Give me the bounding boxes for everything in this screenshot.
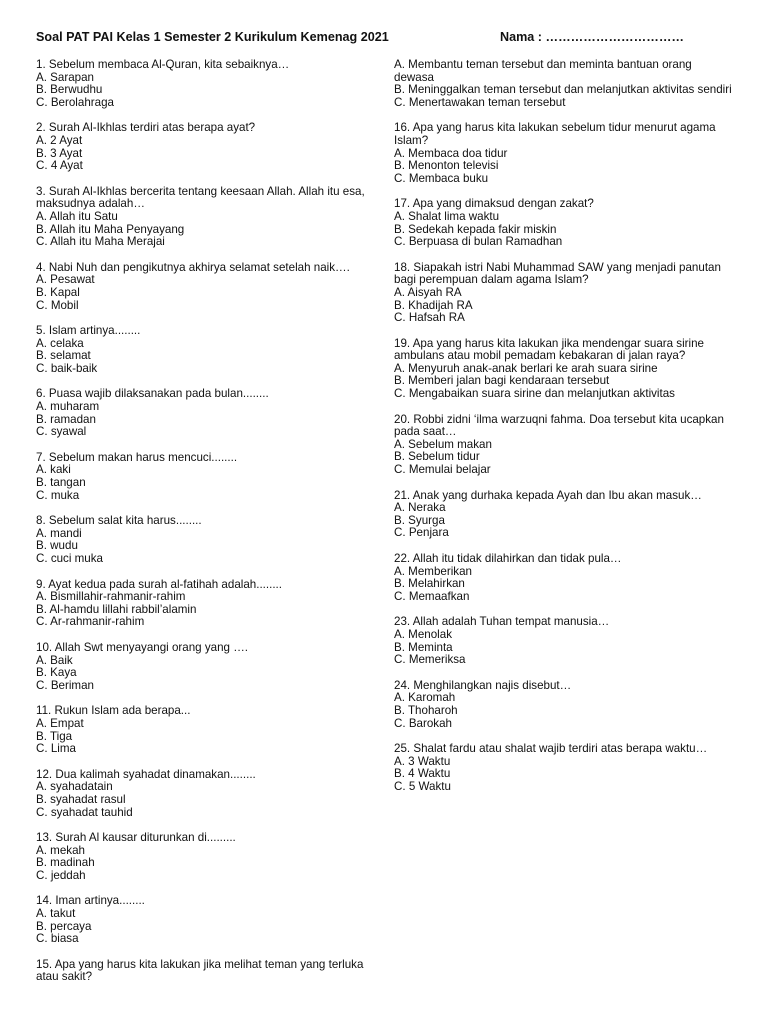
answer-option: A. Aisyah RA [394,285,462,299]
question-text: 18. Siapakah istri Nabi Muhammad SAW yang menjadi panutan bagi perempuan dalam agama Islam? [394,260,721,287]
answer-option: B. Thoharoh [394,703,458,717]
answer-option: C. muka [36,488,80,502]
answer-option: C. biasa [36,932,79,946]
question-block [36,186,376,249]
question-block [36,769,376,819]
answer-option: C. syawal [36,425,87,439]
answer-option: B. tangan [36,476,86,490]
question-text: 13. Surah Al kausar diturunkan di......... [36,831,236,845]
answer-option: C. Berpuasa di bulan Ramadhan [394,235,563,249]
answer-option: A. Menyuruh anak-anak berlari ke arah suara sirine [394,361,658,375]
answer-option: A. kaki [36,463,71,477]
answer-option: C. 5 Waktu [394,779,451,793]
question-block [36,832,376,882]
question-block [36,262,376,312]
question-block [394,59,734,109]
question-text: 15. Apa yang harus kita lakukan jika melihat teman yang terluka atau sakit? [36,957,364,984]
question-text: 23. Allah adalah Tuhan tempat manusia… [394,615,610,629]
question-text: 5. Islam artinya........ [36,324,141,338]
question-text: 17. Apa yang dimaksud dengan zakat? [394,197,594,211]
answer-option: B. Meminta [394,640,453,654]
question-block [36,325,376,375]
question-text: 21. Anak yang durhaka kepada Ayah dan Ibu akan masuk… [394,488,702,502]
question-block [36,388,376,438]
question-text: 11. Rukun Islam ada berapa... [36,704,191,718]
answer-option: B. Sebelum tidur [394,450,480,464]
answer-option: C. Barokah [394,716,452,730]
answer-option: A. Membantu teman tersebut dan meminta bantuan orang dewasa [394,58,692,84]
question-text: 3. Surah Al-Ikhlas bercerita tentang keesaan Allah. Allah itu esa, maksudnya adalah… [36,184,365,211]
answer-option: C. Penjara [394,526,449,540]
answer-option: B. Memberi jalan bagi kendaraan tersebut [394,374,610,388]
question-block [394,198,734,248]
answer-option: A. mekah [36,843,85,857]
answer-option: A. Shalat lima waktu [394,209,500,223]
question-text: 12. Dua kalimah syahadat dinamakan........ [36,767,256,781]
answer-option: A. muharam [36,400,100,414]
question-text: 16. Apa yang harus kita lakukan sebelum tidur menurut agama Islam? [394,121,716,147]
name-field-label: Nama : …………………………… [500,30,685,44]
answer-option: A. Membaca doa tidur [394,146,508,160]
answer-option: A. Menolak [394,627,452,641]
question-block [394,490,734,540]
answer-option: C. Mobil [36,298,79,312]
question-block [36,642,376,692]
answer-option: A. 3 Waktu [394,754,451,768]
answer-option: A. Neraka [394,501,446,515]
answer-option: A. Karomah [394,691,456,705]
answer-option: C. Menertawakan teman tersebut [394,95,566,109]
document-title: Soal PAT PAI Kelas 1 Semester 2 Kurikulum Kemenag 2021 [36,30,389,44]
answer-option: B. Melahirkan [394,577,465,591]
answer-option: B. 3 Ayat [36,146,83,160]
answer-option: B. Syurga [394,513,445,527]
answer-option: B. syahadat rasul [36,792,126,806]
question-text: 10. Allah Swt menyayangi orang yang …. [36,640,249,654]
question-text: 20. Robbi zidni ‘ilma warzuqni fahma. Doa tersebut kita ucapkan pada saat… [394,412,724,439]
answer-option: C. Mengabaikan suara sirine dan melanjutkan aktivitas [394,387,675,401]
answer-option: B. Kapal [36,285,80,299]
answer-option: B. Kaya [36,666,77,680]
right-column [394,59,734,807]
answer-option: C. Beriman [36,678,94,692]
answer-option: C. Memeriksa [394,653,466,667]
answer-option: A. syahadatain [36,780,113,794]
answer-option: C. Memaafkan [394,589,470,603]
question-text: 1. Sebelum membaca Al-Quran, kita sebaiknya… [36,58,290,71]
answer-option: B. Menonton televisi [394,159,499,173]
answer-option: B. ramadan [36,412,96,426]
question-text: 4. Nabi Nuh dan pengikutnya akhirya selamat setelah naik…. [36,260,350,274]
question-text: 6. Puasa wajib dilaksanakan pada bulan........ [36,387,269,401]
answer-option: A. mandi [36,526,82,540]
answer-option: B. Meninggalkan teman tersebut dan melanjutkan aktivitas sendiri [394,83,732,97]
answer-option: C. Membaca buku [394,171,489,185]
answer-option: C. Memulai belajar [394,463,491,477]
answer-option: C. cuci muka [36,552,104,565]
answer-option: C. syahadat tauhid [36,805,133,819]
question-block [394,553,734,603]
answer-option: B. wudu [36,539,78,553]
answer-option: C. Allah itu Maha Merajai [36,235,165,249]
left-column [36,59,376,997]
question-text: 8. Sebelum salat kita harus........ [36,514,202,528]
question-block [36,705,376,755]
question-block [394,616,734,666]
question-text: 14. Iman artinya........ [36,894,145,908]
answer-option: B. selamat [36,349,91,363]
question-block [394,743,734,793]
question-block [394,262,734,325]
answer-option: C. baik-baik [36,361,98,375]
question-text: 2. Surah Al-Ikhlas terdiri atas berapa ayat? [36,121,256,135]
answer-option: B. Khadijah RA [394,298,473,312]
question-block [394,122,734,185]
answer-option: B. Tiga [36,729,73,743]
answer-option: A. Pesawat [36,273,95,287]
answer-option: A. Allah itu Satu [36,209,118,223]
question-block [36,515,376,565]
answer-option: A. 2 Ayat [36,133,83,147]
question-block [394,338,734,401]
question-block [36,959,376,984]
answer-option: A. Sarapan [36,70,95,84]
answer-option: C. Lima [36,742,76,756]
answer-option: C. Berolahraga [36,95,114,109]
answer-option: B. 4 Waktu [394,767,451,781]
answer-option: A. takut [36,907,76,921]
answer-option: A. Sebelum makan [394,437,492,451]
answer-option: A. celaka [36,336,84,350]
answer-option: C. Hafsah RA [394,311,465,325]
answer-option: A. Bismillahir-rahmanir-rahim [36,590,186,604]
answer-option: B. Al-hamdu lillahi rabbil’alamin [36,602,197,616]
answer-option: B. Sedekah kepada fakir miskin [394,222,557,236]
document-header [36,31,736,47]
answer-option: A. Baik [36,653,73,667]
answer-option: B. percaya [36,919,92,933]
question-block [36,579,376,629]
question-text: 22. Allah itu tidak dilahirkan dan tidak pula… [394,552,622,565]
answer-option: A. Empat [36,716,84,730]
question-text: 19. Apa yang harus kita lakukan jika mendengar suara sirine ambulans atau mobil pemadam kebakaran di jalan raya? [394,336,704,363]
answer-option: B. madinah [36,856,95,870]
question-text: 9. Ayat kedua pada surah al-fatihah adalah........ [36,577,283,591]
question-block [36,59,376,109]
answer-option: C. 4 Ayat [36,159,83,173]
question-block [36,122,376,172]
question-block [36,452,376,502]
answer-option: B. Berwudhu [36,83,103,97]
answer-option: C. jeddah [36,868,86,882]
question-block [36,895,376,945]
answer-option: B. Allah itu Maha Penyayang [36,222,185,236]
answer-option: A. Memberikan [394,564,472,578]
question-block [394,414,734,477]
question-block [394,680,734,730]
question-text: 7. Sebelum makan harus mencuci........ [36,450,238,464]
question-text: 24. Menghilangkan najis disebut… [394,678,572,692]
answer-option: C. Ar-rahmanir-rahim [36,615,145,629]
question-text: 25. Shalat fardu atau shalat wajib terdiri atas berapa waktu… [394,742,708,756]
